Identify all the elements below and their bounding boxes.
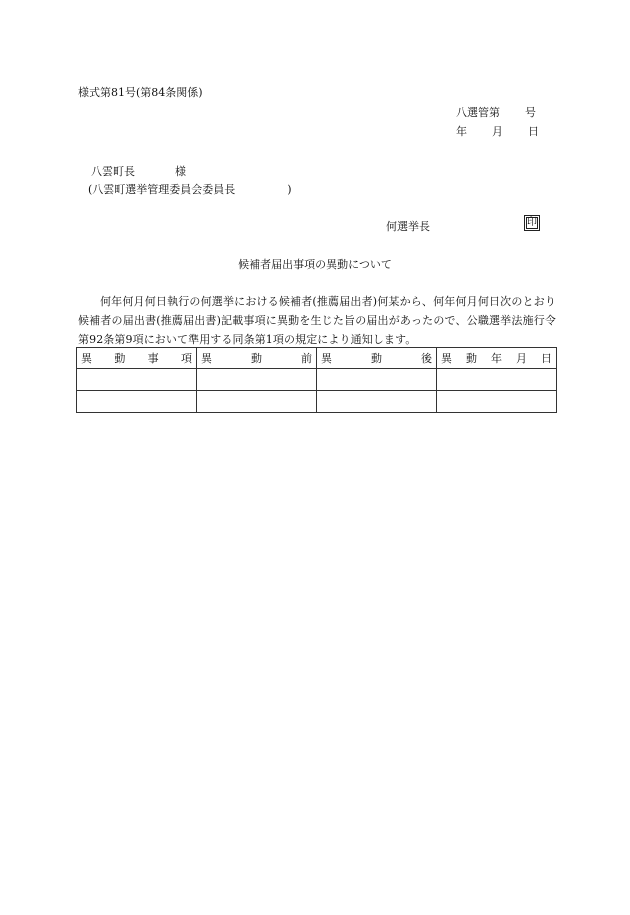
header-after-change: 異 動 後 — [317, 348, 437, 369]
table-cell — [197, 391, 317, 413]
header-before-change: 異 動 前 — [197, 348, 317, 369]
addressee-honorific: 様 — [175, 165, 186, 178]
table-header-row — [77, 348, 557, 369]
table-cell — [317, 391, 437, 413]
table-cell — [437, 391, 557, 413]
table-row — [77, 391, 557, 413]
table-cell — [317, 369, 437, 391]
header-change-date: 異 動 年 月 日 — [437, 348, 557, 369]
date-year: 年 — [456, 125, 467, 138]
change-table — [76, 347, 557, 413]
body-text: 何年何月何日執行の何選挙における候補者(推薦届出者)何某から、何年何月何日次のとおり候補者の届出書(推薦届出書)記載事項に異動を生じた旨の届出があったので、公職選挙法施行令第92条第9項において準用する同条第1項の規定により通知します。 — [78, 295, 556, 346]
addressee-line-2 — [88, 181, 292, 197]
addressee-close-paren: ) — [287, 183, 292, 196]
seal-mark: 印 — [524, 215, 540, 231]
addressee-name: 八雲町長 — [91, 165, 135, 178]
document-title: 候補者届出事項の異動について — [238, 258, 392, 271]
addressee-committee: (八雲町選挙管理委員会委員長 — [88, 183, 236, 196]
doc-number-suffix: 号 — [525, 106, 536, 119]
date-day: 日 — [528, 125, 539, 138]
doc-number-prefix: 八選管第 — [456, 106, 500, 119]
table-cell — [197, 369, 317, 391]
table-cell — [77, 391, 197, 413]
addressee-line-1 — [91, 163, 186, 179]
sender: 何選挙長 — [386, 220, 430, 233]
table-row — [77, 369, 557, 391]
date-month: 月 — [492, 125, 503, 138]
form-number: 様式第81号(第84条関係) — [78, 86, 203, 99]
document-date — [456, 123, 539, 139]
table-cell — [77, 369, 197, 391]
header-change-item: 異 動 事 項 — [77, 348, 197, 369]
document-number — [456, 104, 536, 120]
table-cell — [437, 369, 557, 391]
